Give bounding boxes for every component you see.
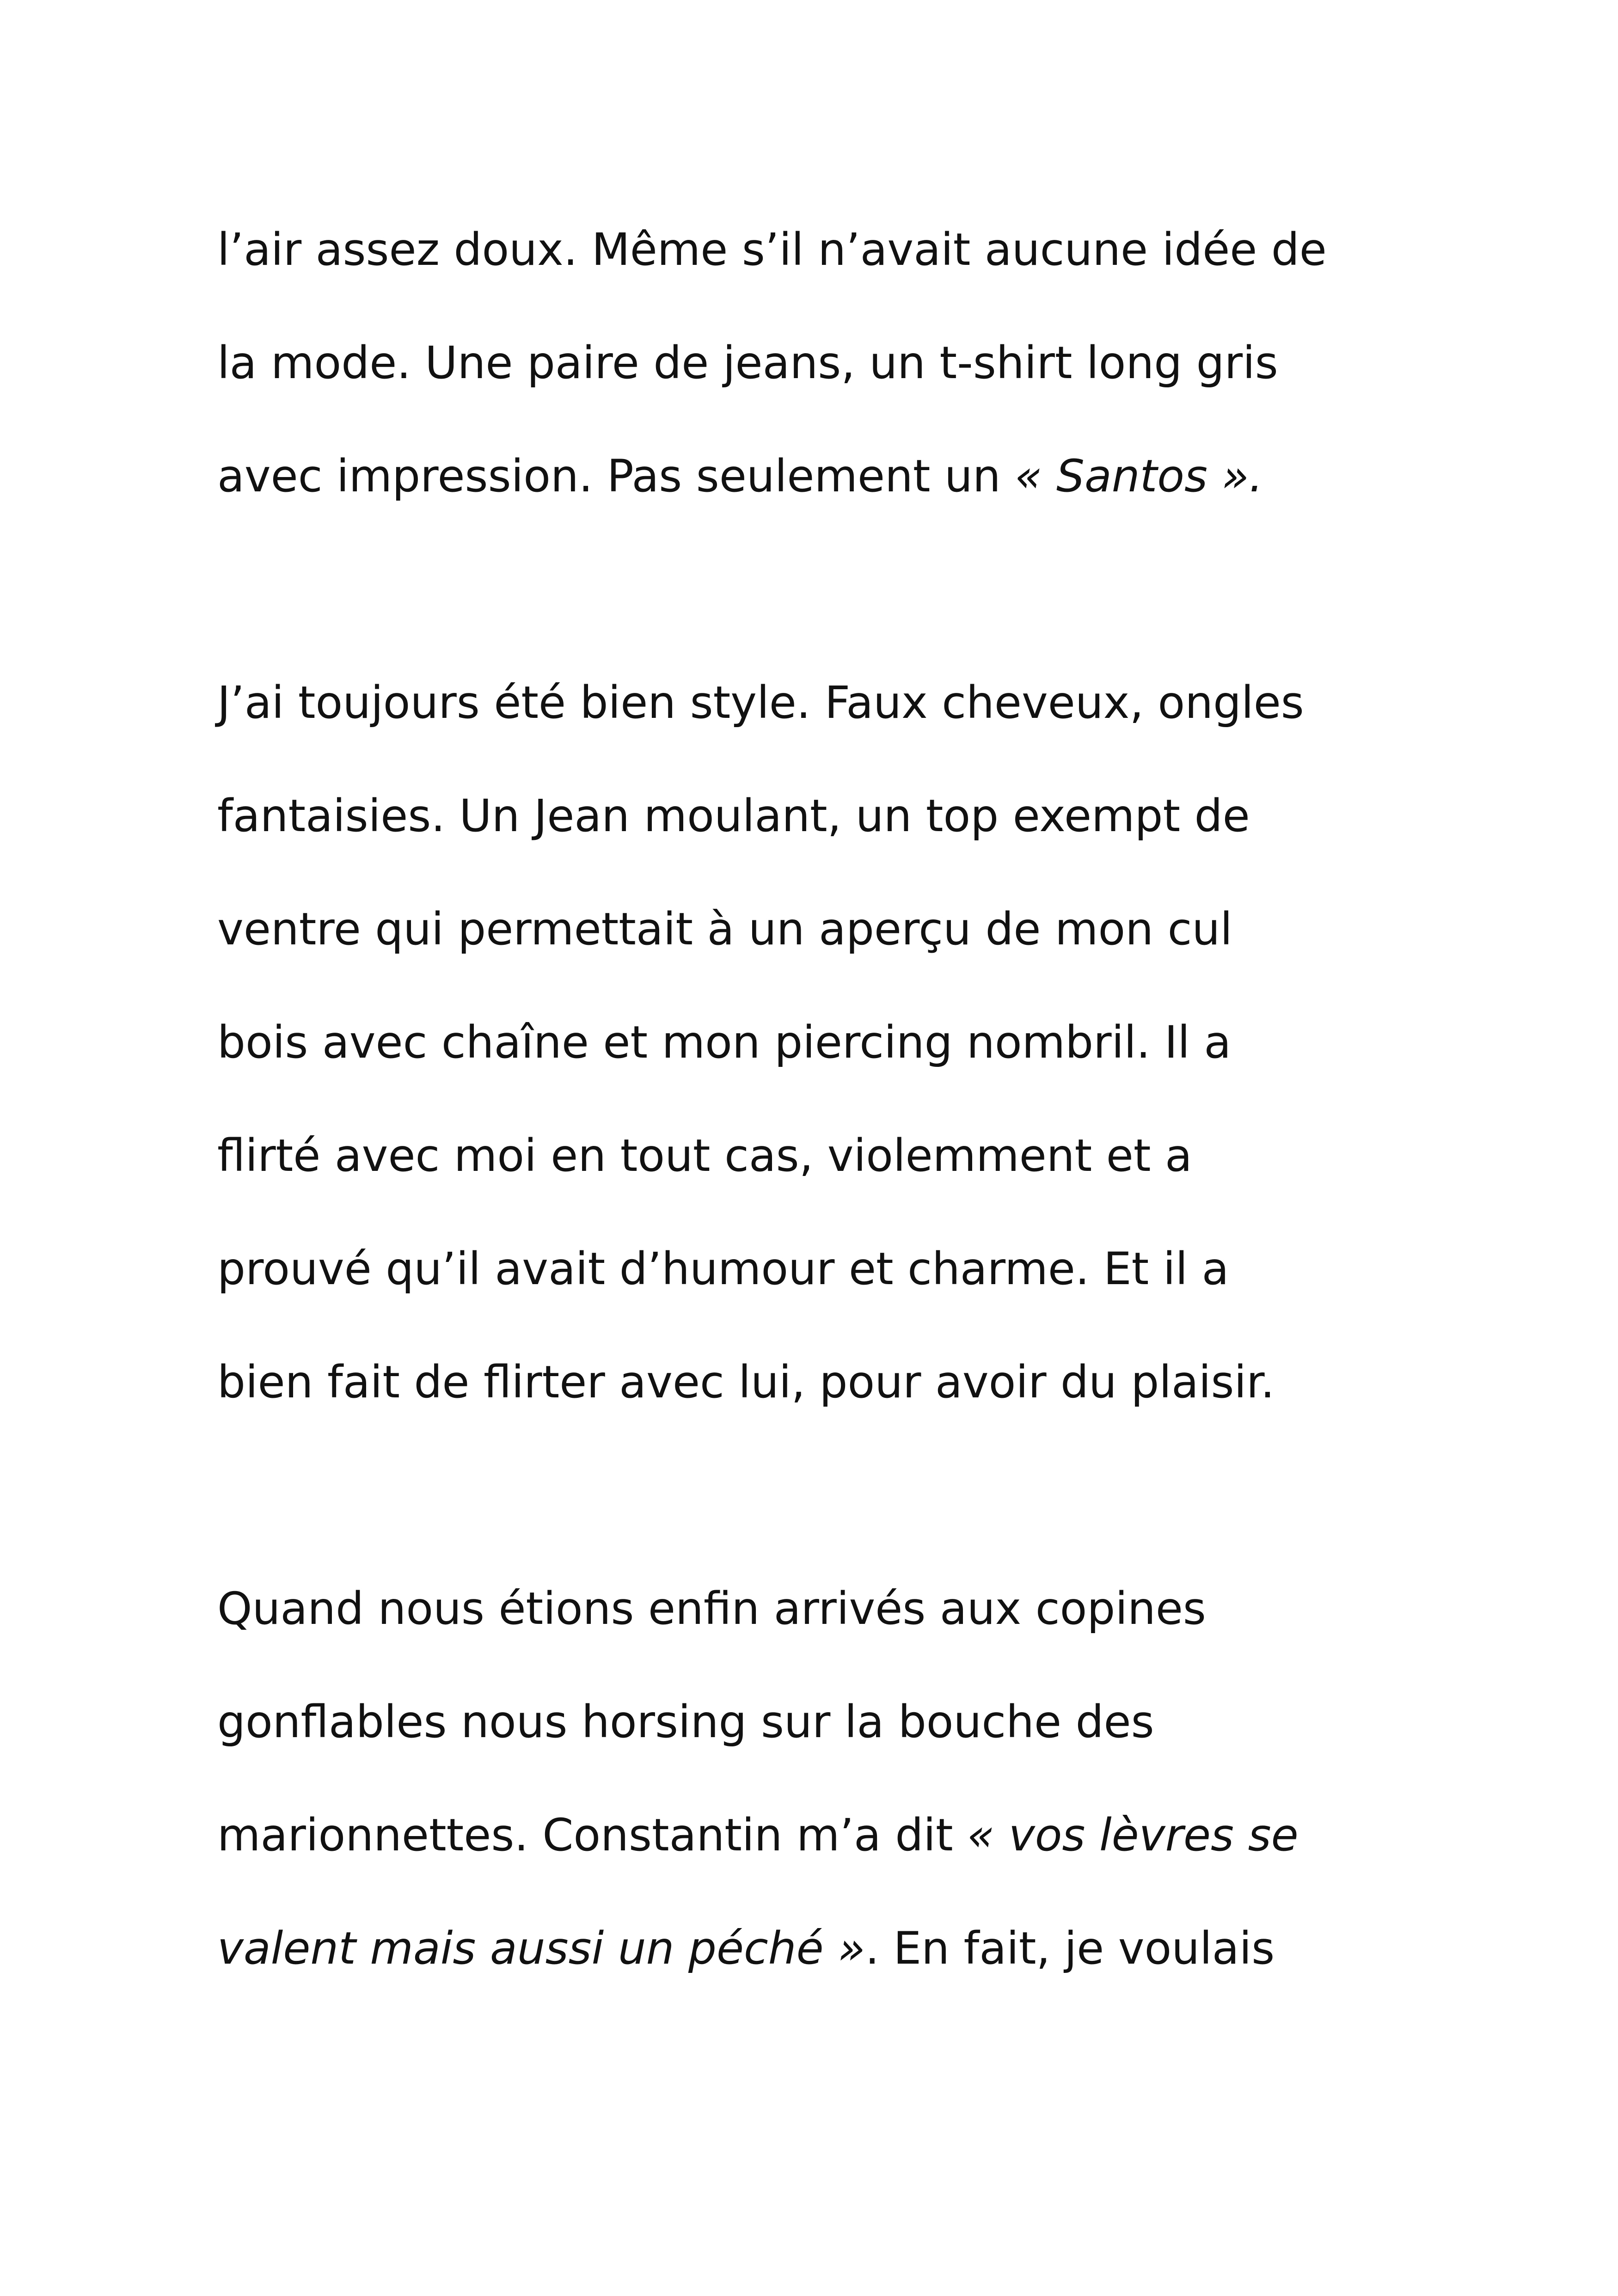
italic-quote-santos: « Santos ». <box>1015 450 1263 502</box>
paragraph-1 <box>217 193 1465 533</box>
italic-quote-end: valent mais aussi un péché » <box>217 1923 865 1974</box>
text-line: fantaisies. Un Jean moulant, un top exempt de <box>217 790 1250 842</box>
text-line: l’air assez doux. Même s’il n’avait aucune idée de <box>217 224 1327 276</box>
text-line: gonflables nous horsing sur la bouche des <box>217 1696 1154 1748</box>
text-line: valent mais aussi un péché ». En fait, je voulais <box>217 1923 1275 1974</box>
text-line: prouvé qu’il avait d’humour et charme. Et il a <box>217 1243 1229 1295</box>
italic-quote-start: « vos lèvres se <box>967 1809 1299 1861</box>
text-line: marionnettes. Constantin m’a dit « vos lèvres se <box>217 1809 1299 1861</box>
text-line: flirté avec moi en tout cas, violemment et a <box>217 1130 1192 1182</box>
text-line: bien fait de flirter avec lui, pour avoir du plaisir. <box>217 1356 1275 1408</box>
paragraph-3 <box>217 1552 1465 2005</box>
text-line: Quand nous étions enfin arrivés aux copines <box>217 1583 1206 1635</box>
text-line: avec impression. Pas seulement un « Santos ». <box>217 450 1263 502</box>
text-line: la mode. Une paire de jeans, un t-shirt long gris <box>217 337 1278 389</box>
text-line: J’ai toujours été bien style. Faux cheveux, ongles <box>217 677 1304 729</box>
body-text <box>217 193 1465 2005</box>
text-line: ventre qui permettait à un aperçu de mon cul <box>217 903 1232 955</box>
text-line: bois avec chaîne et mon piercing nombril. Il a <box>217 1016 1232 1068</box>
paragraph-2 <box>217 646 1465 1439</box>
